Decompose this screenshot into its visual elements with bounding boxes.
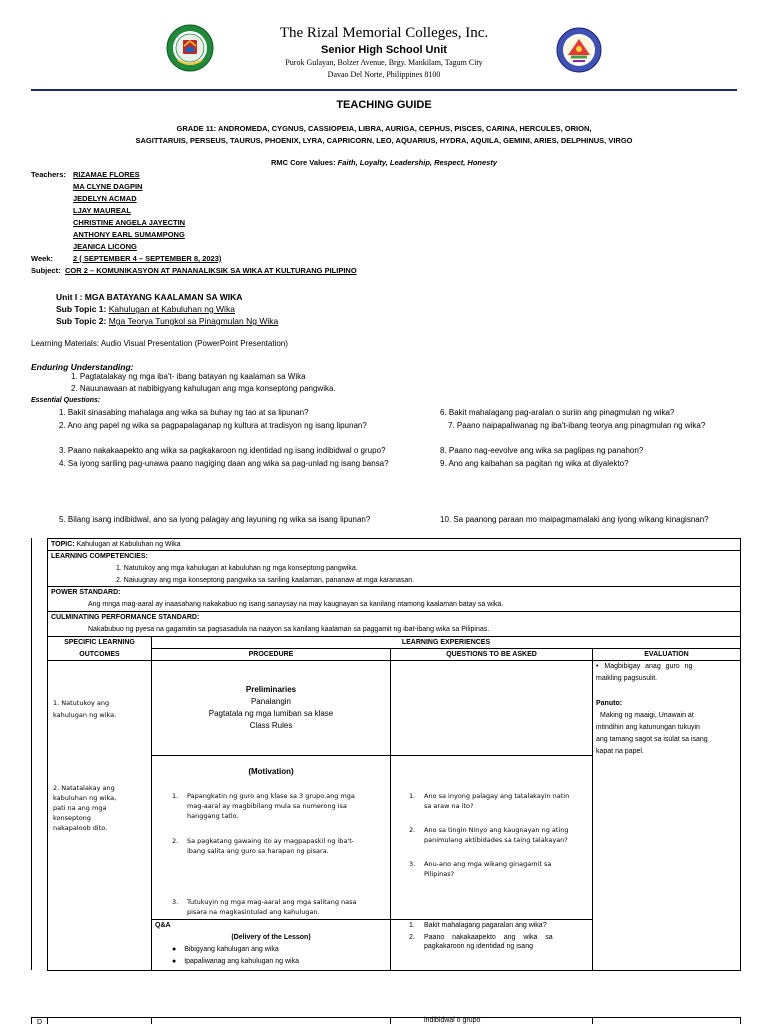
- enduring-label: Enduring Understanding:: [31, 362, 134, 372]
- item-line: sa araw na ito?: [424, 802, 474, 810]
- outcome-line: nakapaloob dito.: [53, 824, 108, 832]
- motivation-item: [172, 791, 355, 821]
- item-line: panimulang aktibidades sa taing talakayan?: [424, 836, 568, 844]
- next-page-divider: [151, 1017, 152, 1024]
- week-value: 2 ( SEPTEMBER 4 – SEPTEMBER 8, 2023): [73, 254, 222, 263]
- prelim-item: Class Rules: [249, 721, 293, 730]
- bullet-icon: ●: [172, 946, 177, 953]
- delivery-item: [172, 945, 279, 954]
- subtopic-1-label: Sub Topic 1:: [56, 304, 107, 314]
- procedure-header-label: PROCEDURE: [248, 651, 294, 658]
- subject-value: COR 2 – KOMUNIKASYON AT PANANALIKSIK SA WIKA AT KULTURANG PILIPINO: [65, 266, 357, 275]
- next-page-top-rule: [31, 1017, 741, 1018]
- essential-question: 5. Bilang isang indibidwal, ano sa iyong palagay ang layuning ng wika sa isang lipunan?: [59, 515, 371, 524]
- competencies-label: LEARNING COMPETENCIES:: [51, 553, 148, 560]
- teacher-name: JEDELYN ACMAD: [73, 194, 137, 203]
- question-item: [409, 825, 569, 845]
- subtopic-2-value: Mga Teorya Tungkol sa Pinagmulan Ng Wika: [108, 316, 279, 326]
- item-line: pisara na magkasintulad ang kahulugan.: [187, 908, 320, 916]
- subtopic-2: [56, 316, 278, 326]
- enduring-item: 1. Pagtatalakay ng mga iba't- ibang batayan ng kaalaman sa Wika: [71, 372, 306, 381]
- outcomes-header-line2: OUTCOMES: [79, 651, 120, 658]
- qa-question: [409, 933, 553, 951]
- competency-item: 1. Natutukoy ang mga kahulugan at kabuluhan ng mga konseptong pangwika.: [116, 565, 358, 572]
- unit-title: Unit I : MGA BATAYANG KAALAMAN SA WIKA: [56, 292, 243, 302]
- procedure-cell-prelim: [151, 660, 391, 756]
- panuto-label: Panuto:: [596, 700, 623, 707]
- prelim-item: Pagtatala ng mga lumiban sa klase: [208, 709, 334, 718]
- delivery-title: (Delivery of the Lesson): [231, 934, 311, 941]
- subtopic-1: [56, 304, 235, 314]
- essential-question: 3. Paano nakakaapekto ang wika sa pagkakaroon ng identidad ng isang indibidwal o grupo?: [59, 446, 386, 455]
- essential-label: Essential Questions:: [31, 397, 101, 404]
- teacher-name: CHRISTINE ANGELA JAYECTIN: [73, 218, 186, 227]
- evaluation-bullet: [596, 662, 692, 671]
- next-page-divider: [47, 1017, 48, 1024]
- motivation-item: [172, 897, 357, 917]
- item-line: Ano sa tingin Ninyo ang kaugnayan ng ating: [424, 826, 569, 834]
- item-number: 2.: [172, 837, 179, 845]
- enduring-item: 2. Nauunawaan at nabibigyang kahulugan ang mga konseptong pangwika.: [71, 384, 336, 393]
- item-line: Tutukuyin ng mga mag-aaral ang mga salitang nasa: [187, 898, 357, 906]
- outcome-line: kabuluhan ng wika,: [53, 794, 117, 802]
- address-line-1: Purok Gulayan, Bolzer Avenue, Brgy. Mankilam, Tagum City: [285, 58, 483, 67]
- teacher-name: MA CLYNE DAGPIN: [73, 182, 143, 191]
- item-number: 2.: [409, 826, 416, 834]
- item-number: 2.: [409, 934, 415, 941]
- outcome-line: 1. Natutukoy ang: [53, 699, 110, 707]
- delivery-text: Bibigyang kahulugan ang wika: [184, 946, 279, 953]
- panuto-line: ang tamang sagot sa isulat sa isang: [596, 736, 708, 743]
- core-values-label: RMC Core Values:: [270, 158, 338, 167]
- item-line: Ano sa inyong palagay ang tatalakayin natin: [424, 792, 570, 800]
- header-divider: [31, 89, 737, 91]
- grade-line-2: SAGITTARUIS, PERSEUS, TAURUS, PHOENIX, LYRA, CAPRICORN, LEO, AQUARIUS, HYDRA, AQUILA, GEMINI, ARIES, DELPHINUS, VIRGO: [135, 136, 633, 145]
- next-page-left-rule: [31, 1017, 32, 1024]
- essential-question: 9. Ano ang kaibahan sa pagitan ng wika at diyalekto?: [440, 459, 629, 468]
- page-title: TEACHING GUIDE: [336, 99, 432, 111]
- address-line-2: Davao Del Norte, Philippines 8100: [327, 70, 441, 79]
- item-line: pagkakaroon ng identidad ng isang: [424, 943, 533, 950]
- outcome-line: konseptong: [53, 814, 91, 822]
- outcome-2: [53, 783, 116, 833]
- motivation-title: (Motivation): [248, 767, 294, 776]
- item-line: mag-aaral ay magbibilang mula sa numerong isa: [187, 802, 347, 810]
- item-line: Anu-ano ang mga wikang ginagamit sa: [424, 860, 552, 868]
- next-page-fragment-left: D: [37, 1019, 43, 1026]
- evaluation-header-label: EVALUATION: [644, 651, 689, 658]
- culminating-label: CULMINATING PERFORMANCE STANDARD:: [51, 614, 200, 621]
- experiences-header-label: LEARNING EXPERIENCES: [401, 639, 491, 646]
- essential-question: 8. Paano nag-eevolve ang wika sa paglipas ng panahon?: [440, 446, 644, 455]
- questions-header-label: QUESTIONS TO BE ASKED: [446, 651, 537, 658]
- qa-label: Q&A: [155, 922, 171, 929]
- questions-cell-prelim: [390, 660, 593, 756]
- outcome-line: kahulugan ng wika.: [53, 711, 117, 719]
- motivation-item: [172, 836, 354, 856]
- core-values: [0, 158, 768, 168]
- teacher-name: ANTHONY EARL SUMAMPONG: [73, 230, 185, 239]
- item-number: 3.: [409, 860, 416, 868]
- next-page-divider: [592, 1017, 593, 1024]
- item-line: Papangkatin ng guro ang klase sa 3 grupo.ang mga: [187, 792, 355, 800]
- essential-question: 2. Ano ang papel ng wika sa pagpapalaganap ng kultura at tradisyon ng isang lipunan?: [59, 421, 367, 430]
- outcome-line: 2. Natatalakay ang: [53, 784, 115, 792]
- grade-line-1: GRADE 11: ANDROMEDA, CYGNUS, CASSIOPEIA, LIBRA, AURIGA, CEPHUS, PISCES, CARINA, HERCULES, ORION,: [176, 124, 592, 133]
- question-item: [409, 859, 551, 879]
- item-number: 1.: [172, 792, 179, 800]
- essential-question: 7. Paano naipapaliwanag ng iba't-ibang teorya ang pinagmulan ng wika?: [448, 421, 706, 430]
- next-page-divider: [740, 1017, 741, 1024]
- prelim-item: Panalangin: [250, 697, 292, 706]
- panuto-line: Making ng maaigi, Unawain at: [600, 712, 694, 719]
- subtopic-2-label: Sub Topic 2:: [56, 316, 107, 326]
- essential-question: 4. Sa iyong sariling pag-unawa paano nagiging daan ang wika sa pag-unlad ng isang bansa?: [59, 459, 389, 468]
- essential-question: 10. Sa paanong paraan mo maipagmamalaki ang iyong wikang kinagisnan?: [440, 515, 709, 524]
- unit-name: Senior High School Unit: [321, 44, 447, 56]
- teacher-name: LJAY MAUREAL: [73, 206, 131, 215]
- item-line: Sa pagkatang gawaing ito ay magpapaskil ng iba't-: [187, 837, 355, 845]
- item-number: 1.: [409, 922, 415, 929]
- item-line: Paano nakakaapekto ang wika sa: [424, 934, 553, 941]
- teachers-label: Teachers:: [31, 170, 66, 179]
- outcomes-header-line1: SPECIFIC LEARNING: [64, 639, 135, 646]
- delivery-text: Ipapaliwanag ang kahulugan ng wika: [184, 958, 299, 965]
- subtopic-1-value: Kahulugan at Kabuluhan ng Wika: [108, 304, 235, 314]
- table-left-rule: [31, 538, 32, 970]
- item-line: ibang salita ang guro sa harapan ng pisara.: [187, 847, 329, 855]
- essential-question: 6. Bakit mahalagang pag-aralan o suriin ang pinagmulan ng wika?: [440, 408, 675, 417]
- essential-question: 1. Bakit sinasabing mahalaga ang wika sa buhay ng tao at sa lipunan?: [59, 408, 309, 417]
- item-number: 3.: [172, 898, 179, 906]
- bullet-icon: ●: [172, 958, 177, 965]
- panuto-line: intindihin ang katunungan tukuyin: [596, 724, 700, 731]
- teacher-name: RIZAMAE FLORES: [73, 170, 140, 179]
- teacher-name: JEANICA LICONG: [73, 242, 137, 251]
- prelim-title: Preliminaries: [245, 685, 297, 694]
- item-line: hanggang tatlo.: [187, 812, 239, 820]
- bullet-icon: •: [596, 663, 599, 670]
- school-name: The Rizal Memorial Colleges, Inc.: [279, 25, 489, 41]
- outcome-line: pati na ang mga: [53, 804, 107, 812]
- core-values-text: Faith, Loyalty, Leadership, Respect, Honesty: [337, 158, 498, 167]
- next-page-divider: [390, 1017, 391, 1024]
- question-item: [409, 791, 569, 811]
- outcome-1: [53, 699, 116, 720]
- panuto-line: kapat na papel.: [596, 748, 644, 755]
- topic-value: Kahulugan at Kabuluhan ng Wika: [76, 541, 181, 548]
- week-label: Week:: [31, 254, 53, 263]
- topic: [51, 540, 180, 549]
- evaluation-text-2: maikling pagsusulit.: [596, 675, 658, 682]
- competency-item: 2. Naiuugnay ang mga konseptong pangwika sa sariling kaalaman, pananaw at mga karanasan.: [116, 577, 415, 584]
- delivery-item: [172, 957, 299, 966]
- item-line: Bakit mahalagang pagaralan ang wika?: [424, 922, 547, 929]
- culminating-text: Nakabubuo ng pyesa na gagamitin sa pagsasadula na naayon sa kanilang kaalaman sa paggamit ng ibat-ibang wika sa Pilipinas.: [88, 626, 490, 633]
- subject-label: Subject:: [31, 266, 61, 275]
- topic-label: TOPIC:: [51, 541, 75, 548]
- qa-question: [409, 921, 547, 930]
- item-number: 1.: [409, 792, 416, 800]
- next-page-fragment: indibidwal o grupo: [424, 1017, 481, 1024]
- power-standard-label: POWER STANDARD:: [51, 589, 121, 596]
- item-line: Pilipinas?: [424, 870, 455, 878]
- learning-materials: Learning Materials: Audio Visual Presentation (PowerPoint Presentation): [31, 339, 288, 348]
- evaluation-text: Magbibigay anag guro ng: [604, 663, 693, 670]
- power-standard-text: Ang mnga mag-aaral ay inaasahang nakakabuo ng isang sanaysay na may kaugnayan sa kanilang ntamong kaalaman batay sa wika.: [88, 601, 504, 608]
